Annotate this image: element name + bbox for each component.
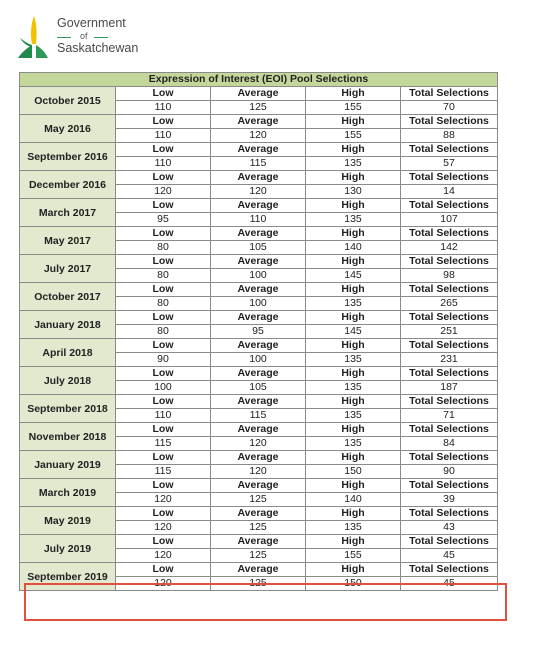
column-label-total: Total Selections [401,395,498,409]
period-cell: July 2018 [20,367,116,395]
column-label-total: Total Selections [401,115,498,129]
total-value: 90 [401,465,498,479]
period-cell: October 2017 [20,283,116,311]
column-label-low: Low [116,171,211,185]
period-cell: July 2019 [20,535,116,563]
column-label-high: High [306,395,401,409]
column-label-average: Average [211,395,306,409]
period-cell: May 2019 [20,507,116,535]
period-cell: July 2017 [20,255,116,283]
column-label-total: Total Selections [401,143,498,157]
column-label-high: High [306,255,401,269]
table-row-labels [20,143,498,157]
column-label-total: Total Selections [401,171,498,185]
table-row-labels [20,479,498,493]
period-cell: September 2016 [20,143,116,171]
high-value: 135 [306,297,401,311]
column-label-low: Low [116,311,211,325]
column-label-average: Average [211,563,306,577]
period-cell: May 2016 [20,115,116,143]
low-value: 120 [116,521,211,535]
column-label-high: High [306,143,401,157]
average-value: 120 [211,185,306,199]
column-label-average: Average [211,199,306,213]
column-label-average: Average [211,283,306,297]
average-value: 115 [211,409,306,423]
average-value: 105 [211,241,306,255]
table-row-labels [20,423,498,437]
high-value: 155 [306,101,401,115]
average-value: 95 [211,325,306,339]
column-label-total: Total Selections [401,535,498,549]
column-label-total: Total Selections [401,479,498,493]
column-label-total: Total Selections [401,283,498,297]
total-value: 142 [401,241,498,255]
high-value: 135 [306,157,401,171]
total-value: 98 [401,269,498,283]
period-cell: January 2019 [20,451,116,479]
column-label-high: High [306,87,401,101]
total-value: 71 [401,409,498,423]
column-label-average: Average [211,423,306,437]
low-value: 120 [116,493,211,507]
table-body [20,87,498,591]
table-row-labels [20,507,498,521]
column-label-low: Low [116,535,211,549]
column-label-high: High [306,199,401,213]
highlight-box [24,583,507,621]
column-label-low: Low [116,563,211,577]
column-label-high: High [306,171,401,185]
total-value: 84 [401,437,498,451]
average-value: 120 [211,437,306,451]
total-value: 43 [401,521,498,535]
column-label-average: Average [211,535,306,549]
period-cell: May 2017 [20,227,116,255]
high-value: 145 [306,325,401,339]
column-label-average: Average [211,311,306,325]
high-value: 140 [306,493,401,507]
low-value: 80 [116,269,211,283]
average-value: 125 [211,521,306,535]
table-row-labels [20,563,498,577]
column-label-average: Average [211,115,306,129]
high-value: 155 [306,129,401,143]
total-value: 45 [401,549,498,563]
total-value: 231 [401,353,498,367]
column-label-total: Total Selections [401,367,498,381]
low-value: 120 [116,185,211,199]
column-label-low: Low [116,199,211,213]
logo-line-1: Government [57,16,126,30]
column-label-total: Total Selections [401,507,498,521]
low-value: 90 [116,353,211,367]
column-label-average: Average [211,171,306,185]
low-value: 100 [116,381,211,395]
total-value: 88 [401,129,498,143]
table-row-labels [20,115,498,129]
total-value: 187 [401,381,498,395]
period-cell: April 2018 [20,339,116,367]
average-value: 125 [211,549,306,563]
period-cell: December 2016 [20,171,116,199]
table-title: Expression of Interest (EOI) Pool Selections [20,73,498,87]
eoi-selections-table [19,72,498,591]
table-row-labels [20,199,498,213]
average-value: 120 [211,465,306,479]
low-value: 115 [116,465,211,479]
logo-divider-left [57,37,71,38]
low-value: 80 [116,297,211,311]
column-label-total: Total Selections [401,227,498,241]
high-value: 155 [306,549,401,563]
table-row-labels [20,395,498,409]
total-value: 107 [401,213,498,227]
wheat-sheaf-icon [14,14,54,62]
low-value: 95 [116,213,211,227]
total-value: 39 [401,493,498,507]
column-label-low: Low [116,395,211,409]
column-label-low: Low [116,87,211,101]
total-value: 251 [401,325,498,339]
low-value: 110 [116,157,211,171]
column-label-low: Low [116,367,211,381]
high-value: 150 [306,465,401,479]
column-label-low: Low [116,255,211,269]
total-value: 45 [401,577,498,591]
period-cell: March 2017 [20,199,116,227]
column-label-high: High [306,227,401,241]
column-label-low: Low [116,283,211,297]
high-value: 150 [306,577,401,591]
average-value: 100 [211,269,306,283]
logo-line-3: Saskatchewan [57,41,139,55]
table-row-labels [20,535,498,549]
period-cell: September 2018 [20,395,116,423]
column-label-low: Low [116,451,211,465]
column-label-average: Average [211,507,306,521]
period-cell: October 2015 [20,87,116,115]
logo-divider-right [94,37,108,38]
column-label-high: High [306,423,401,437]
column-label-high: High [306,563,401,577]
low-value: 110 [116,101,211,115]
column-label-high: High [306,479,401,493]
low-value: 110 [116,129,211,143]
column-label-total: Total Selections [401,87,498,101]
column-label-high: High [306,311,401,325]
column-label-low: Low [116,507,211,521]
column-label-average: Average [211,451,306,465]
high-value: 135 [306,409,401,423]
column-label-average: Average [211,87,306,101]
period-cell: March 2019 [20,479,116,507]
low-value: 120 [116,577,211,591]
table-row-labels [20,283,498,297]
column-label-high: High [306,339,401,353]
column-label-total: Total Selections [401,423,498,437]
average-value: 110 [211,213,306,227]
average-value: 125 [211,493,306,507]
average-value: 125 [211,577,306,591]
column-label-total: Total Selections [401,563,498,577]
column-label-high: High [306,367,401,381]
column-label-average: Average [211,339,306,353]
column-label-low: Low [116,339,211,353]
high-value: 135 [306,437,401,451]
column-label-high: High [306,451,401,465]
logo-line-2: of [80,31,88,41]
column-label-average: Average [211,143,306,157]
column-label-low: Low [116,423,211,437]
high-value: 130 [306,185,401,199]
column-label-low: Low [116,227,211,241]
column-label-high: High [306,507,401,521]
column-label-average: Average [211,227,306,241]
column-label-total: Total Selections [401,199,498,213]
high-value: 135 [306,521,401,535]
high-value: 135 [306,381,401,395]
column-label-high: High [306,535,401,549]
table-row-labels [20,339,498,353]
column-label-total: Total Selections [401,311,498,325]
average-value: 105 [211,381,306,395]
total-value: 57 [401,157,498,171]
low-value: 115 [116,437,211,451]
period-cell: November 2018 [20,423,116,451]
high-value: 135 [306,353,401,367]
column-label-total: Total Selections [401,339,498,353]
total-value: 14 [401,185,498,199]
column-label-total: Total Selections [401,255,498,269]
column-label-average: Average [211,367,306,381]
average-value: 115 [211,157,306,171]
high-value: 135 [306,213,401,227]
low-value: 110 [116,409,211,423]
low-value: 80 [116,325,211,339]
table-row-labels [20,255,498,269]
column-label-average: Average [211,255,306,269]
total-value: 70 [401,101,498,115]
column-label-total: Total Selections [401,451,498,465]
average-value: 125 [211,101,306,115]
table-row-labels [20,227,498,241]
government-of-saskatchewan-logo [14,14,144,66]
column-label-low: Low [116,115,211,129]
high-value: 145 [306,269,401,283]
table-row-labels [20,171,498,185]
low-value: 120 [116,549,211,563]
low-value: 80 [116,241,211,255]
period-cell: January 2018 [20,311,116,339]
column-label-low: Low [116,143,211,157]
column-label-average: Average [211,479,306,493]
column-label-high: High [306,283,401,297]
table-row-labels [20,87,498,101]
average-value: 120 [211,129,306,143]
column-label-high: High [306,115,401,129]
column-label-low: Low [116,479,211,493]
period-cell: September 2019 [20,563,116,591]
average-value: 100 [211,353,306,367]
table-row-labels [20,311,498,325]
high-value: 140 [306,241,401,255]
table-row-labels [20,451,498,465]
table-row-labels [20,367,498,381]
average-value: 100 [211,297,306,311]
total-value: 265 [401,297,498,311]
